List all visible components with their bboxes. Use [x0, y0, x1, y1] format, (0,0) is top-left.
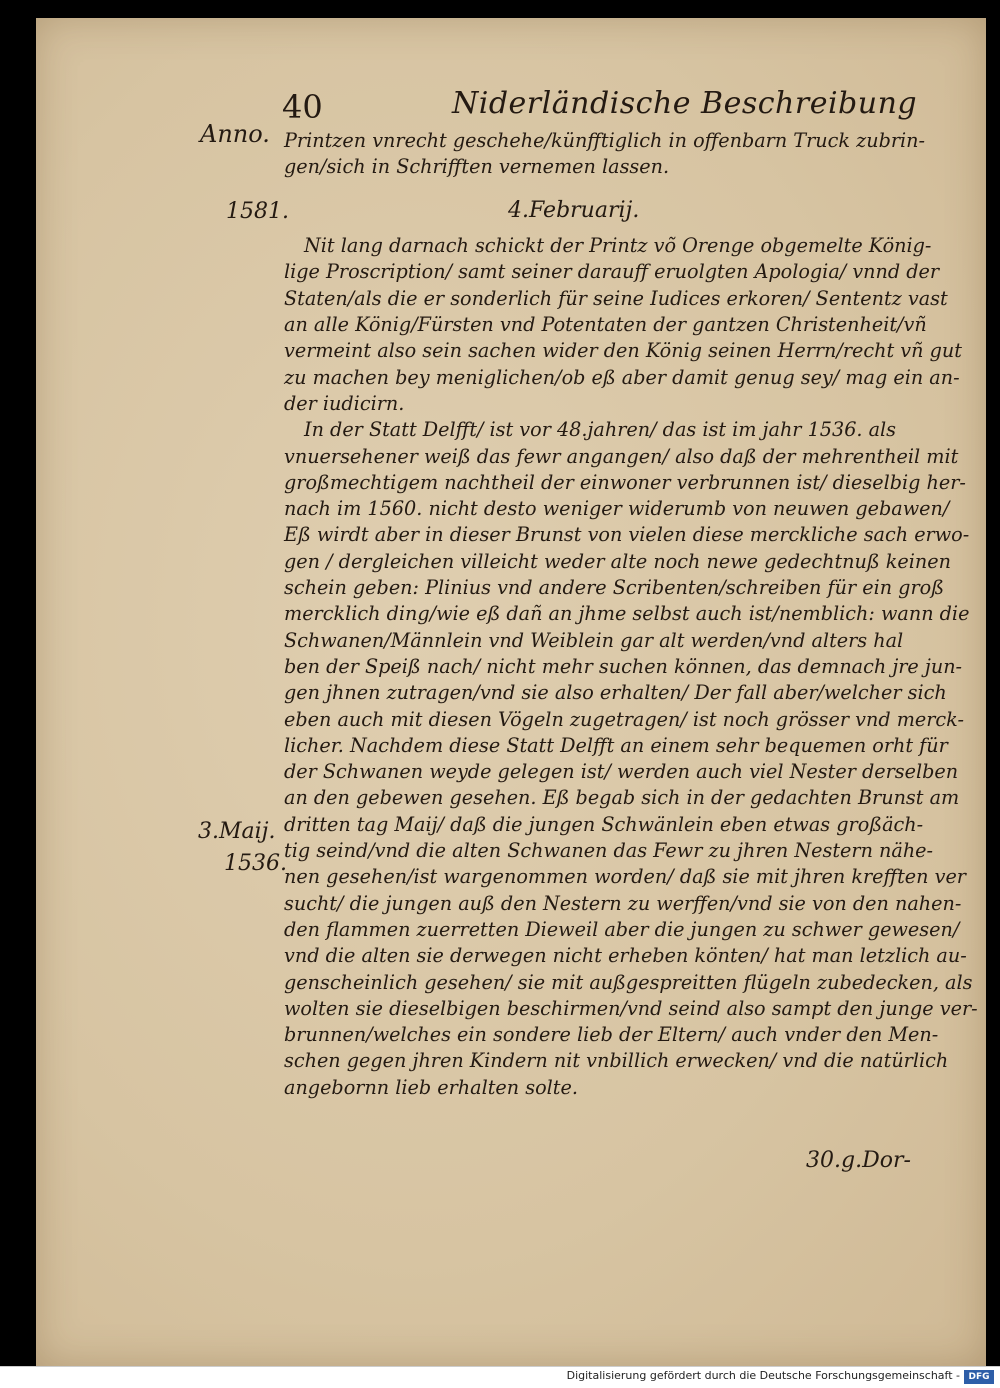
body-line: schen gegen jhren Kindern nit vnbillich erwecken/ vnd die natürlich [284, 1049, 949, 1073]
body-line: Staten/als die er sonderlich für seine Iudices erkoren/ Sententz vast [284, 286, 948, 310]
section-date-heading: 4.Februarij. [508, 198, 640, 223]
body-line: mercklich ding/wie eß dañ an jhme selbst auch ist/nemblich: wann die [284, 602, 970, 626]
body-line: vnuersehener weiß das fewr angangen/ also daß der mehrentheil mit [284, 444, 959, 468]
margin-note-year-1536: 1536. [224, 851, 287, 876]
page-number: 40 [282, 88, 323, 126]
body-line: der Schwanen weyde gelegen ist/ werden auch viel Nester derselben [284, 760, 959, 784]
body-line: lige Proscription/ samt seiner darauff eruolgten Apologia/ vnnd der [284, 260, 940, 284]
body-line: nen gesehen/ist wargenommen worden/ daß sie mit jhren krefften ver [284, 865, 966, 889]
running-head: Niderländische Beschreibung [452, 86, 918, 121]
body-line: gen / dergleichen villeicht weder alte noch newe gedechtnuß keinen [284, 549, 951, 573]
body-line: brunnen/welches ein sondere lieb der Eltern/ auch vnder den Men- [284, 1023, 939, 1047]
body-line: angebornn lieb erhalten solte. [284, 1075, 578, 1099]
body-line: vermeint also sein sachen wider den König seinen Herrn/recht vñ gut [284, 339, 962, 363]
body-line: an den gebewen gesehen. Eß begab sich in der gedachten Brunst am [284, 786, 960, 810]
body-line: licher. Nachdem diese Statt Delfft an einem sehr bequemen orht für [284, 733, 948, 757]
margin-note-date-maij: 3.Maij. [198, 819, 276, 844]
body-line: schein geben: Plinius vnd andere Scribenten/schreiben für ein groß [284, 576, 945, 600]
body-line: Nit lang darnach schickt der Printz võ Orenge obgemelte König- [304, 234, 932, 258]
footer-bar [0, 1366, 1000, 1388]
body-line: genscheinlich gesehen/ sie mit außgespreitten flügeln zubedecken, als [284, 970, 973, 994]
body-line: Eß wirdt aber in dieser Brunst von vielen diese merckliche sach erwo- [284, 523, 970, 547]
catchword: 30.g.Dor- [806, 1148, 911, 1173]
funding-credit: Digitalisierung gefördert durch die Deutsche Forschungsgemeinschaft - [566, 1369, 960, 1382]
body-line: eben auch mit diesen Vögeln zugetragen/ ist noch grösser vnd merck- [284, 707, 964, 731]
body-line: Printzen vnrecht geschehe/künfftiglich in offenbarn Truck zubrin- [284, 129, 926, 152]
body-line: sucht/ die jungen auß den Nestern zu werffen/vnd sie von den nahen- [284, 891, 962, 915]
body-text [284, 128, 978, 1101]
body-line: nach im 1560. nicht desto weniger widerumb von neuwen gebawen/ [284, 497, 950, 521]
body-paragraphs [284, 233, 978, 1101]
body-line: den flammen zuerretten Dieweil aber die jungen zu schwer gewesen/ [284, 917, 960, 941]
body-line: der iudicirn. [284, 391, 405, 415]
body-line: dritten tag Maij/ daß die jungen Schwänlein eben etwas großäch- [284, 812, 924, 836]
dfg-logo: DFG [964, 1370, 994, 1384]
body-line: ben der Speiß nach/ nicht mehr suchen können, das demnach jre jun- [284, 654, 963, 678]
body-line: an alle König/Fürsten vnd Potentaten der gantzen Christenheit/vñ [284, 313, 927, 337]
body-line: gen/sich in Schrifften vernemen lassen. [284, 155, 670, 179]
body-line: wolten sie dieselbigen beschirmen/vnd seind also sampt den junge ver- [284, 996, 978, 1020]
body-line: Schwanen/Männlein vnd Weiblein gar alt werden/vnd alters hal [284, 628, 904, 652]
body-line: tig seind/vnd die alten Schwanen das Fewr zu jhren Nestern nähe- [284, 839, 934, 863]
section-gap [284, 181, 930, 234]
body-line: großmechtigem nachtheil der einwoner verbrunnen ist/ dieselbig her- [284, 470, 966, 494]
body-line: In der Statt Delfft/ ist vor 48.jahren/ das ist im jahr 1536. als [304, 418, 897, 442]
body-line: vnd die alten sie derwegen nicht erheben könten/ hat man letzlich au- [284, 944, 967, 968]
body-line: zu machen bey meniglichen/ob eß aber damit genug sey/ mag ein an- [284, 365, 960, 389]
margin-note-year-1581: 1581. [226, 199, 289, 224]
body-line: gen jhnen zutragen/vnd sie also erhalten/ Der fall aber/welcher sich [284, 681, 947, 705]
margin-note-anno: Anno. [200, 120, 270, 148]
